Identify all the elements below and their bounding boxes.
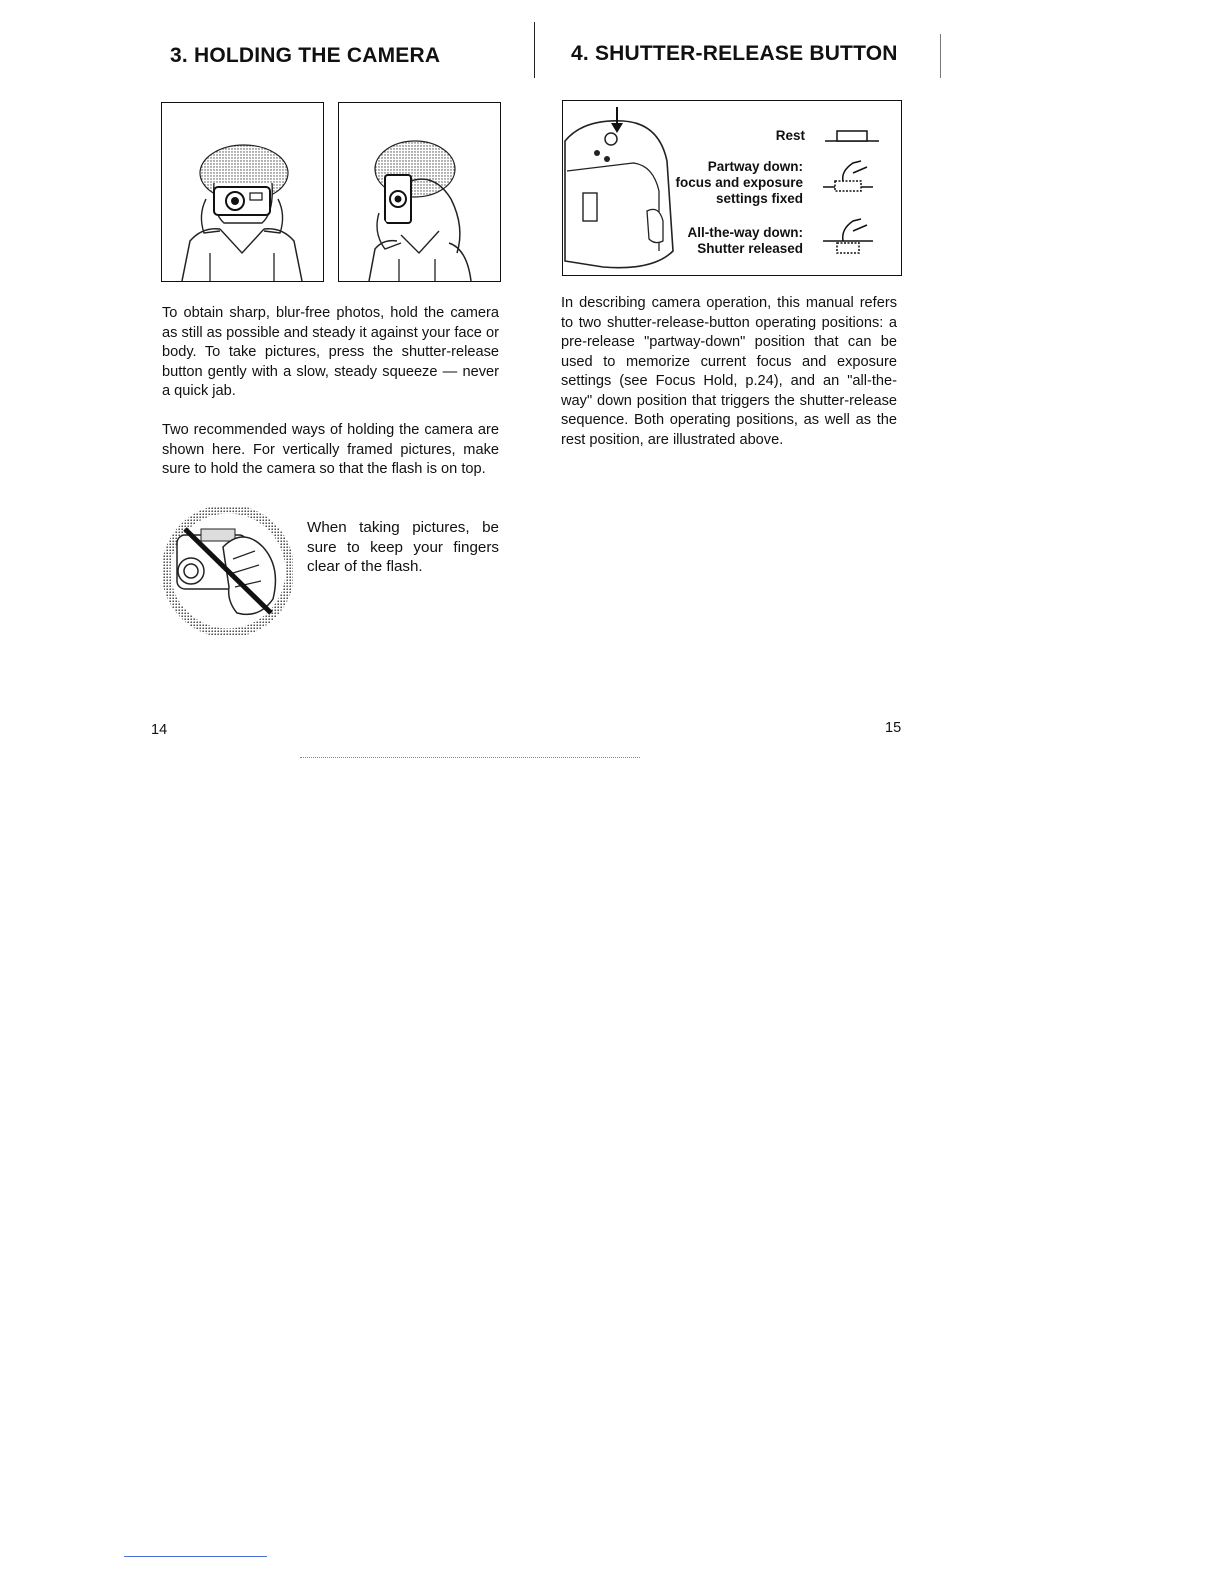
- button-all-the-way-icon: [819, 215, 877, 259]
- person-holding-camera-vertical-icon: [339, 103, 500, 281]
- rest-label: Rest: [775, 128, 805, 143]
- allway-label-line1: All-the-way down:: [687, 225, 803, 240]
- illustration-horizontal-grip: [161, 102, 324, 282]
- page-title-holding-camera: 3. HOLDING THE CAMERA: [170, 44, 441, 67]
- partway-label-line2: focus and exposure: [675, 175, 803, 190]
- person-holding-camera-horizontal-icon: [162, 103, 323, 281]
- all-the-way-label: [688, 225, 804, 257]
- recommended-ways-paragraph: Two recommended ways of holding the camera are shown here. For vertically framed pictures, make sure to hold the camera so that the flash is on top.: [162, 422, 499, 477]
- shutter-operation-paragraph: In describing camera operation, this manual refers to two shutter-release-button operating positions: a pre-release "partway-down" position that can be used to memorize current focus and exposure settings (see Focus Hold, p.24), and an "all-the-way" down position that triggers the shutter-release sequence. Both operating positions, as well as the rest position, are illustrated above.: [561, 295, 897, 448]
- button-partway-icon: [819, 159, 877, 199]
- flash-caution-text: When taking pictures, be sure to keep your fingers clear of the flash.: [307, 519, 499, 576]
- partway-label-line3: settings fixed: [715, 191, 803, 206]
- camera-top-icon: [563, 101, 693, 275]
- page-title-shutter-release: 4. SHUTTER-RELEASE BUTTON: [571, 42, 898, 65]
- no-fingers-on-flash-icon: [163, 507, 293, 635]
- column-divider: [534, 22, 535, 78]
- holding-instructions-paragraph: To obtain sharp, blur-free photos, hold the camera as still as possible and steady it against your face or body. To take pictures, press the shutter-release button gently with a slow, steady squeeze — never a quick jab.: [162, 305, 499, 399]
- shutter-positions-figure: [562, 100, 902, 276]
- illustration-vertical-grip: [338, 102, 501, 282]
- partway-label: [675, 159, 803, 207]
- page-number-left: 14: [151, 722, 168, 738]
- flash-caution-illustration: [163, 507, 293, 635]
- allway-label-line2: Shutter released: [697, 241, 803, 256]
- scan-edge-rule: [300, 757, 640, 758]
- button-rest-icon: [823, 125, 881, 145]
- bottom-edge-mark: [124, 1556, 267, 1557]
- edge-mark: [940, 34, 941, 78]
- partway-label-line1: Partway down:: [707, 159, 803, 174]
- page-number-right: 15: [885, 720, 902, 736]
